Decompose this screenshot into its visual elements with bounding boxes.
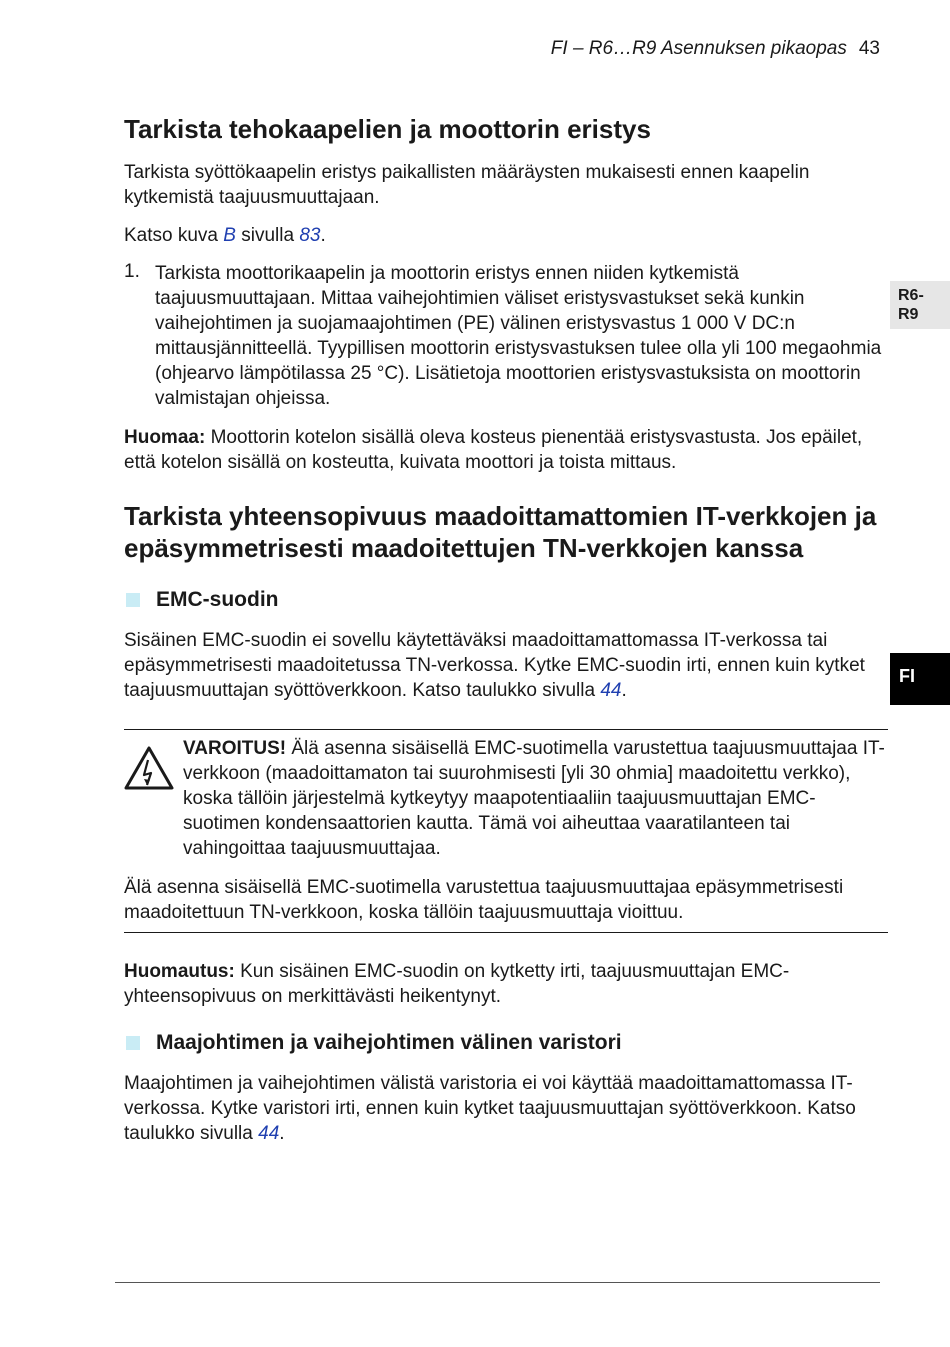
- page-number: 43: [858, 38, 880, 59]
- emc-text-end: .: [621, 680, 627, 701]
- electrical-hazard-warning-icon: [124, 746, 174, 790]
- section-title-insulation: Tarkista tehokaapelien ja moottorin eristys: [124, 114, 651, 144]
- emc-table-page-link[interactable]: 44: [600, 680, 622, 701]
- warning-block: [124, 736, 890, 861]
- warning-top-rule: [124, 729, 888, 730]
- varistor-heading: Maajohtimen ja vaihejohtimen välinen varistori: [156, 1031, 622, 1054]
- step-text: Tarkista moottorikaapelin ja moottorin eristys ennen niiden kytkemistä taajuusmuuttajaan. Mittaa vaihejohtimien väliset eristysvastukset sekä kunkin vaihejohtimen ja suojamaajohtimen (PE) välinen eristysvastus 1 000 V DC:n mittausjännitteellä. Tyypillisen moottorin eristysvastuksen tulee olla yli 100 megaohmia (ohjearvo lämpötilassa 25 °C). Lisätietoja moottorien eristysvastuksista on moottorin valmistajan ohjeissa.: [155, 263, 882, 409]
- warning-text-1: Älä asenna sisäisellä EMC-suotimella varustettua taajuusmuuttajaa IT-verkkoon (maadoittamaton tai suurohmisesti [yli 30 ohmia] maadoitettu verkko), koska tällöin järjestelmä kytkeytyy maapotentiaaliin taajuusmuuttajan EMC-suotimen kondensaattorien kautta. Tämä voi aiheuttaa vaaratilanteen tai vahingoittaa taajuusmuuttajaa.: [183, 738, 885, 859]
- remark-label: Huomautus:: [124, 961, 235, 982]
- step-list-item: [124, 261, 890, 411]
- note-label: Huomaa:: [124, 427, 206, 448]
- emc-heading-row: [124, 587, 890, 613]
- varistor-text-end: .: [279, 1123, 285, 1144]
- remark-text: Kun sisäinen EMC-suodin on kytketty irti, taajuusmuuttajan EMC-yhteensopivuus on merkittävästi heikentynyt.: [124, 961, 790, 1007]
- emc-remark: [124, 959, 890, 1009]
- varistor-text: [124, 1071, 890, 1146]
- language-side-tab: FI: [890, 653, 950, 705]
- see-suffix: .: [320, 225, 326, 246]
- varistor-table-page-link[interactable]: 44: [258, 1123, 280, 1144]
- warning-bottom-rule: [124, 932, 888, 933]
- page-header: [551, 38, 880, 60]
- varistor-heading-row: [124, 1030, 890, 1056]
- section-title-compatibility: Tarkista yhteensopivuus maadoittamattomien IT-verkkojen ja epäsymmetrisesti maadoitettujen TN-verkkojen kanssa: [124, 501, 877, 563]
- note-text: Moottorin kotelon sisällä oleva kosteus pienentää eristysvastusta. Jos epäilet, että kotelon sisällä on kosteutta, kuivata moottori ja toista mittaus.: [124, 427, 863, 473]
- emc-text-body: Sisäinen EMC-suodin ei sovellu käytettäväksi maadoittamattomassa IT-verkossa tai epäsymmetrisesti maadoitetussa TN-verkossa. Kytke EMC-suodin irti, ennen kuin kytket taajuusmuuttajan syöttöverkkoon. Katso taulukko sivulla: [124, 630, 865, 701]
- running-title: FI – R6…R9 Asennuksen pikaopas: [550, 38, 847, 59]
- figure-page-link[interactable]: 83: [299, 225, 321, 246]
- see-figure-line: [124, 223, 890, 248]
- warning-text: [124, 736, 890, 861]
- varistor-text-body: Maajohtimen ja vaihejohtimen välistä varistoria ei voi käyttää maadoittamattomassa IT-verkossa. Kytke varistori irti, ennen kuin kytket taajuusmuuttajan syöttöverkkoon. Katso taulukko sivulla: [124, 1073, 856, 1144]
- footer-rule: [115, 1282, 880, 1283]
- range-side-tab: R6- R9: [890, 281, 950, 329]
- step-number: 1.: [124, 261, 140, 282]
- insulation-intro: Tarkista syöttökaapelin eristys paikallisten määräysten mukaisesti ennen kaapelin kytkemistä taajuusmuuttajaan.: [124, 162, 810, 208]
- see-prefix: Katso kuva: [124, 225, 224, 246]
- warning-label: VAROITUS!: [183, 738, 287, 759]
- see-middle: sivulla: [235, 225, 300, 246]
- bullet-square-icon: [126, 1036, 140, 1050]
- emc-heading: EMC-suodin: [156, 588, 279, 611]
- emc-text: [124, 628, 890, 703]
- figure-link[interactable]: B: [223, 225, 236, 246]
- insulation-note: [124, 425, 890, 475]
- warning-text-2: Älä asenna sisäisellä EMC-suotimella varustettua taajuusmuuttajaa epäsymmetrisesti maadoitettuun TN-verkkoon, koska tällöin taajuusmuuttaja vioittuu.: [124, 877, 844, 923]
- bullet-square-icon: [126, 593, 140, 607]
